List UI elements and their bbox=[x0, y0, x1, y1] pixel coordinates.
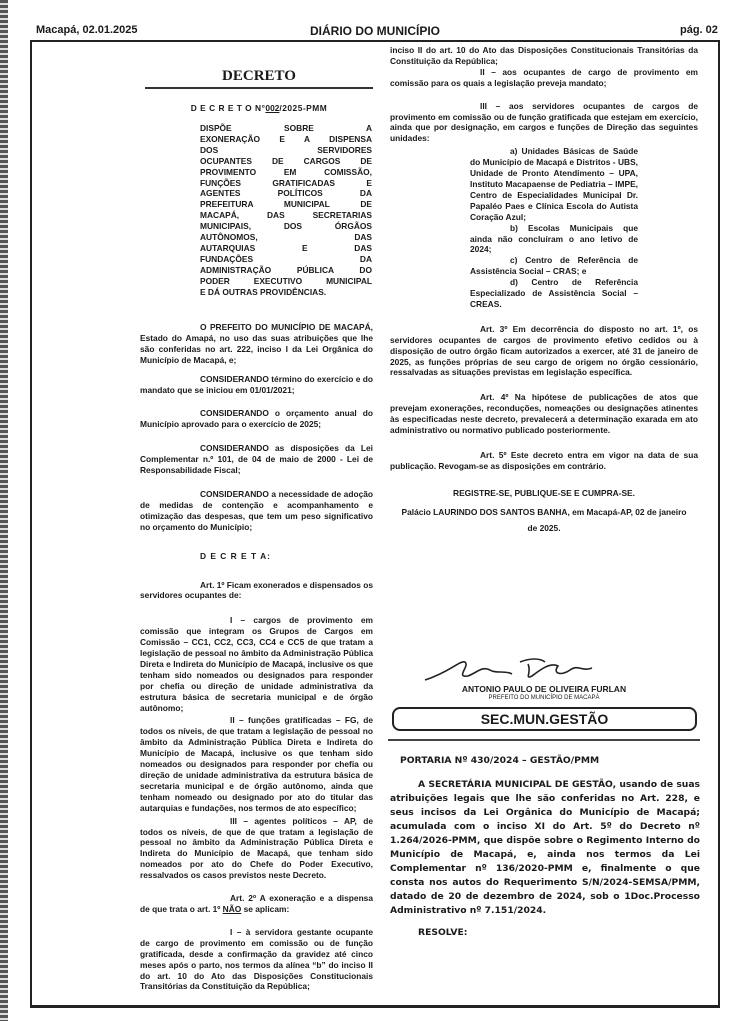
summary-line: DISPÕE SOBRE A bbox=[200, 123, 372, 133]
art4: Art. 4º Na hipótese de publicações de atos que prevejam exonerações, reconduções, nomeações ou designações atinentes às especificadas neste decreto, prevalecerá a determinação exarada em ato administrativo ou normativo publicado posteriormente. bbox=[390, 392, 698, 436]
portaria-body: A SECRETÁRIA MUNICIPAL DE GESTÃO, usando de suas atribuições legais que lhe são conferidas no Art. 228, e seus incisos da Lei Orgânica do Município de Macapá; acumulada com o inciso XI do Art. 5º do Decreto nº 1.264/2026-PMM, que dispõe sobre o Regimento Interno do Município de Macapá, e, ainda nos termos da Lei Complementar nº 136/2020-PMM e, finalmente o que consta nos autos do Requerimento S/N/2024-SEMSA/PMM, datado de 20 de dezembro de 2024, sob o 1Doc.Processo Administrativo nº 7.151/2024. bbox=[390, 779, 700, 916]
summary-line: OCUPANTES DE CARGOS DE bbox=[200, 155, 372, 166]
preamble: O PREFEITO DO MUNICÍPIO DE MACAPÁ, Estado do Amapá, no uso das suas atribuições que lhe são conferidas no art. 222, inciso I da Lei Orgânica do Município de Macapá, e; bbox=[140, 322, 373, 365]
art1-item: II – funções gratificadas – FG, de todos os níveis, de que tratam a legislação de pessoal no âmbito da Administração Pública Direta e Indireta do Município de Macapá, inclusive os que tenham sido nomeados ou designados para responder por chefia ou direção de unidade administrativa da estrutura básica de secretaria municipal e de órgão autônomo, ainda que tenham nomeado ou designado por ato do titular das autarquias e fundações, nos termos de ato específico; bbox=[140, 715, 373, 813]
summary-line: PODER EXECUTIVO MUNICIPAL bbox=[200, 275, 372, 286]
art2-text-end: se aplicam: bbox=[243, 903, 290, 914]
summary-line: DOS SERVIDORES bbox=[200, 144, 372, 155]
considerando: CONSIDERANDO a necessidade de adoção de medidas de contenção e acompanhamento e otimização das despesas, que tem um peso significativo no orçamento do Município; bbox=[140, 488, 373, 532]
summary-line: PROVIMENTO EM COMISSÃO, bbox=[200, 166, 372, 177]
art2-item-3: III – aos servidores ocupantes de cargos de provimento em comissão ou de função gratificada que estejam em exercício, ainda que por designação, em cargos e funções de Direção das seguintes unidades: bbox=[390, 100, 698, 144]
art2-text: Art. 2º A exoneração e a dispensa de que trata o art. 1º bbox=[140, 893, 373, 914]
summary-line: FUNÇÕES GRATIFICADAS E bbox=[200, 177, 372, 188]
header-date: Macapá, 02.01.2025 bbox=[36, 24, 138, 36]
summary-line: AUTARQUIAS E DAS bbox=[200, 242, 372, 253]
left-column bbox=[140, 322, 373, 992]
art2-item-2: II – aos ocupantes de cargo de provimento em comissão para os quais a legislação preveja mandato; bbox=[390, 66, 698, 88]
number-prefix: D E C R E T O N° bbox=[190, 103, 266, 113]
closing: REGISTRE-SE, PUBLIQUE-SE E CUMPRA-SE. bbox=[453, 487, 635, 498]
subitem-d: d) Centro de Referência Especializado de Assistência Social – CREAS. bbox=[470, 277, 638, 309]
art1-item: III – agentes políticos – AP, de todos os níveis, de que de que tratam a legislação de pessoal no âmbito da Administração Pública Direta e Indireta do Município de Macapá, que tenham sido nomeados por ato do Chefe do Poder Executivo, ressalvados os casos previstos neste Decreto. bbox=[140, 815, 373, 881]
art1-item: I – cargos de provimento em comissão que integram os Grupos de Cargos em Comissão – CC1, CC2, CC3, CC4 e CC5 de que tratam a legislação de pessoal no âmbito da Administração Pública Direta e Indireta do Município de Macapá, inclusive os que tenham sido nomeados ou designados para responder por chefia ou direção de unidade administrativa da estrutura básica de secretaria municipal e de órgão autônomo; bbox=[140, 615, 373, 713]
number-value: 002 bbox=[265, 103, 280, 113]
art2-nao: NÃO bbox=[222, 903, 242, 914]
place-date: Palácio LAURINDO DOS SANTOS BANHA, em Macapá-AP, 02 de janeiro de 2025. bbox=[401, 506, 687, 533]
header-page: pág. 02 bbox=[680, 24, 718, 36]
art2-subitems bbox=[470, 146, 638, 310]
subitem-b: b) Escolas Municipais que ainda não concluíram o ano letivo de 2024; bbox=[470, 222, 638, 255]
summary-line: MUNICIPAIS, DOS ÓRGÃOS bbox=[200, 221, 372, 232]
considerando: CONSIDERANDO as disposições da Lei Complementar n.º 101, de 04 de maio de 2000 - Lei de Responsabilidade Fiscal; bbox=[140, 443, 373, 476]
summary-line: PREFEITURA MUNICIPAL DE bbox=[200, 199, 372, 210]
portaria bbox=[390, 754, 700, 940]
considerando: CONSIDERANDO o orçamento anual do Município aprovado para o exercício de 2025; bbox=[140, 408, 373, 430]
summary-line: AUTÔNOMOS, DAS bbox=[200, 232, 372, 243]
subitem-c: c) Centro de Referência de Assistência Social – CRAS; e bbox=[470, 255, 638, 277]
art2-item-1: I – à servidora gestante ocupante de cargo de provimento em comissão ou de função gratificada, desde a confirmação da gravidez até cinco meses após o parto, nos termos da alínea “b” do inciso II do art. 10 do Ato das Disposições Constitucionais Transitórias da Constituição da República; bbox=[140, 926, 373, 992]
decreto-summary bbox=[200, 123, 372, 298]
summary-line: E DÁ OUTRAS PROVIDÊNCIAS. bbox=[200, 286, 327, 297]
art1: Art. 1º Ficam exonerados e dispensados os servidores ocupantes de: bbox=[140, 579, 373, 601]
summary-line: MACAPÁ, DAS SECRETARIAS bbox=[200, 210, 372, 221]
decreto-heading: DECRETO bbox=[145, 68, 373, 89]
portaria-title: PORTARIA Nº 430/2024 – GESTÃO/PMM bbox=[400, 755, 600, 766]
signature bbox=[420, 652, 600, 686]
decreto-number bbox=[145, 103, 373, 113]
summary-line: EXONERAÇÃO E A DISPENSA bbox=[200, 133, 372, 144]
art3: Art. 3º Em decorrência do disposto no art. 1º, os servidores ocupantes de cargos de provimento efetivo cedidos ou à disposição de outro órgão ficam autorizados a exercer, até 31 de janeiro de 2025, as funções próprias de seu cargo de origem no órgão cessionário, ressalvadas as situações previstas em legislação específica. bbox=[390, 323, 698, 378]
portaria-resolve: RESOLVE: bbox=[418, 927, 468, 938]
considerando: CONSIDERANDO término do exercício e do mandato que se iniciou em 01/01/2021; bbox=[140, 373, 373, 395]
decreta-label: D E C R E T A: bbox=[200, 550, 271, 561]
number-suffix: /2025-PMM bbox=[279, 103, 328, 113]
scan-edge bbox=[0, 0, 8, 1021]
right-column bbox=[390, 45, 698, 544]
signer-name: ANTONIO PAULO DE OLIVEIRA FURLAN bbox=[461, 684, 627, 694]
summary-line: FUNDAÇÕES DA bbox=[200, 253, 372, 264]
subitem-a: a) Unidades Básicas de Saúde do Município de Macapá e Distritos - UBS, Unidade de Pronto Atendimento – UPA, Instituto Macapaense de Pediatria – IMPE, Centro de Especialidades Municipal Dr. Papaléo Paes e Clínica Escola do Autista Coração Azul; bbox=[470, 146, 638, 222]
summary-line: AGENTES POLÍTICOS DA bbox=[200, 188, 372, 199]
signer-title: PREFEITO DO MUNICÍPIO DE MACAPÁ bbox=[488, 695, 600, 701]
art5: Art. 5º Este decreto entra em vigor na data de sua publicação. Revogam-se as disposições em contrário. bbox=[390, 450, 698, 471]
header-title: DIÁRIO DO MUNICÍPIO bbox=[310, 24, 441, 38]
art2-item-1-cont: inciso II do art. 10 do Ato das Disposições Constitucionais Transitórias da Constituição da República; bbox=[390, 45, 698, 66]
section-banner: SEC.MUN.GESTÃO bbox=[392, 707, 697, 731]
summary-line: ADMINISTRAÇÃO PÚBLICA DO bbox=[200, 264, 372, 275]
art2 bbox=[140, 893, 373, 915]
section-rule bbox=[388, 739, 700, 741]
